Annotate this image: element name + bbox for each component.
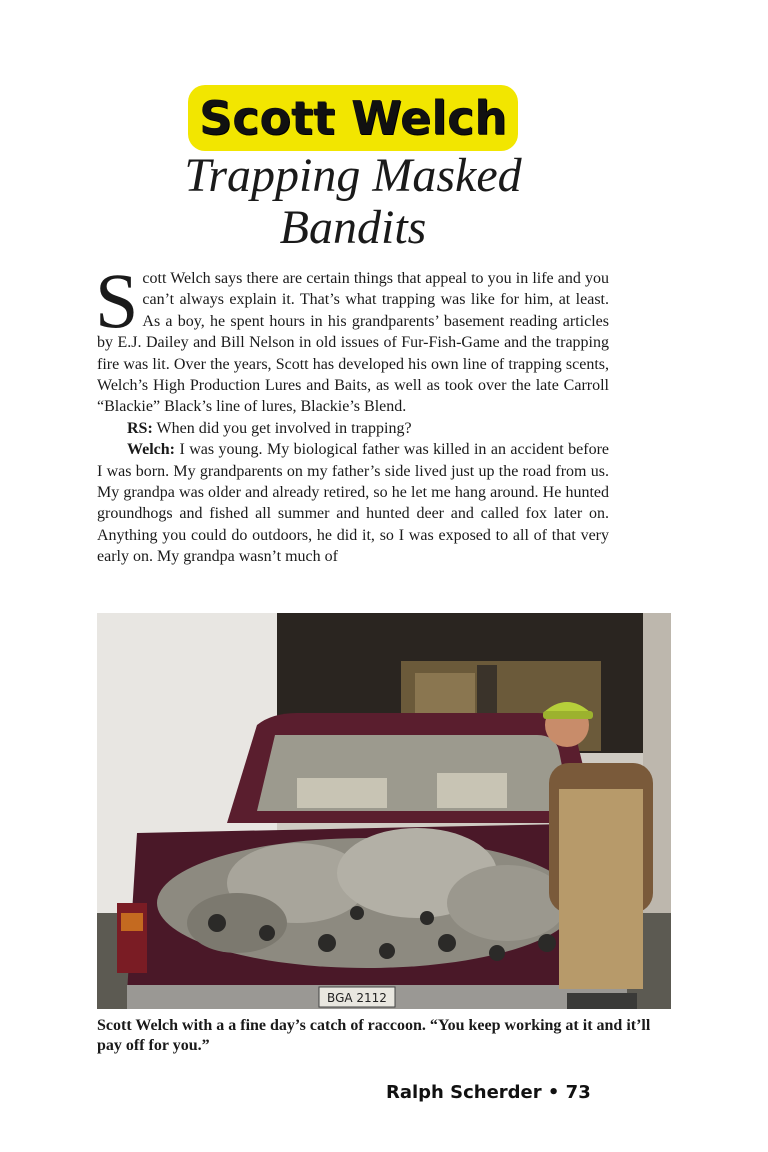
answer-text: I was young. My biological father was killed in an accident before I was born. My grandparents on my father’s side lived just up the road from us. My grandpa was older and already retired, so he let me hang around. He hunted groundhogs and fished all summer and hunted deer and called fox later on. Anything you could do outdoors, he did it, so I was exposed to all of that very early on. My grandpa wasn’t much of: [97, 441, 609, 566]
article-photo: [97, 613, 671, 1009]
article-body: [95, 257, 609, 568]
drop-cap: S: [95, 257, 139, 344]
intro-paragraph: [95, 257, 609, 418]
question-paragraph: [97, 418, 609, 439]
interviewer-label: RS:: [127, 419, 153, 437]
license-plate-text: BGA 2112: [327, 991, 387, 1005]
interviewee-label: Welch:: [127, 441, 175, 459]
photo-caption: Scott Welch with a a fine day’s catch of raccoon. “You keep working at it and it’ll pay off for you.”: [97, 1017, 651, 1054]
article-subtitle: Trapping Masked Bandits: [184, 149, 522, 254]
intro-text: cott Welch says there are certain things that appeal to you in life and you can’t always explain it. That’s what trapping was like for him, at least. As a boy, he spent hours in his grandparents’ basement reading articles by E.J. Dailey and Bill Nelson in old issues of Fur-Fish-Game and the trapping fire was lit. Over the years, Scott has developed his own line of trapping scents, Welch’s High Production Lures and Baits, as well as took over the late Carroll “Blackie” Black’s line of lures, Blackie’s Blend.: [97, 270, 609, 416]
author-name: Scott Welch: [191, 88, 515, 148]
answer-paragraph: [97, 439, 609, 567]
photo-illustration: [97, 613, 671, 1009]
title-block: [0, 88, 706, 254]
page-footer: Ralph Scherder • 73: [386, 1082, 591, 1103]
question-text: When did you get involved in trapping?: [152, 419, 412, 437]
